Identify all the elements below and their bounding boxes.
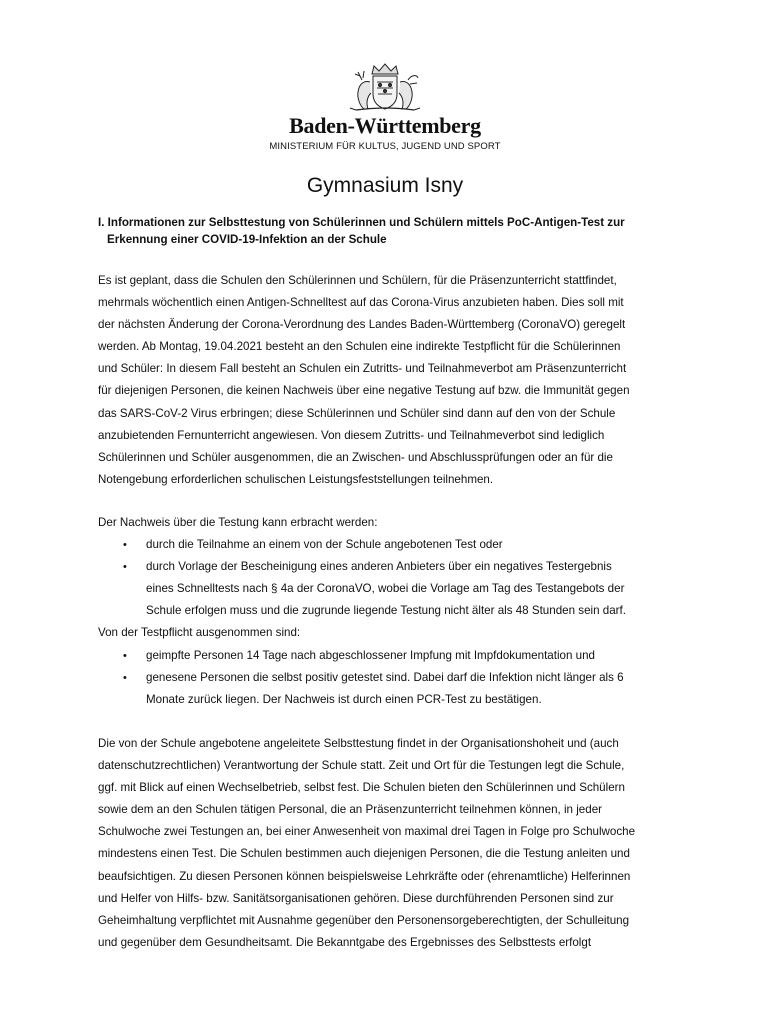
state-name: Baden-Württemberg <box>289 113 481 138</box>
paragraph-self-testing <box>98 733 694 954</box>
list-item <box>98 534 694 556</box>
exemptions-intro: Von der Testpflicht ausgenommen sind: <box>98 626 301 640</box>
text-line: beaufsichtigen. Zu diesen Personen können beispielsweise Lehrkräfte oder (ehrenamtliche) Helferinnen <box>98 869 631 883</box>
text-line: Die von der Schule angebotene angeleitete Selbsttestung findet in der Organisationshoheit und (auch <box>98 737 619 750</box>
text-line: anzubietenden Fernunterricht angewiesen. Von diesem Zutritts- und Teilnahmeverbot sind lediglich <box>98 428 605 442</box>
text-line: mehrmals wöchentlich einen Antigen-Schnelltest auf das Corona-Virus anzubieten haben. Dies soll mit <box>98 296 624 310</box>
text-line: sowie dem an den Schulen tätigen Personal, die an Präsenzunterricht teilnehmen können, in jeder <box>98 803 602 817</box>
text-line: mindestens einen Test. Die Schulen bestimmen auch diejenigen Personen, die die Testung anleiten und <box>98 847 630 861</box>
proof-intro: Der Nachweis über die Testung kann erbracht werden: <box>98 516 378 529</box>
bullet-icon: • <box>123 671 127 684</box>
text-line: und Helfer von Hilfs- bzw. Sanitätsorganisationen gehören. Diese durchführenden Personen sind zur <box>98 891 614 905</box>
ministry-name: MINISTERIUM FÜR KULTUS, JUGEND UND SPORT <box>269 141 501 152</box>
text-line: und Schüler: In diesem Fall besteht an Schulen ein Zutritts- und Teilnahmeverbot am Präsenzunterricht <box>98 362 627 376</box>
list-item-text: Schule erfolgen muss und die zugrunde liegende Testung nicht älter als 48 Stunden sein darf. <box>146 604 626 618</box>
list-item-text: durch die Teilnahme an einem von der Schule angebotenen Test oder <box>146 538 503 552</box>
text-line: Es ist geplant, dass die Schulen den Schülerinnen und Schülern, für die Präsenzunterricht stattfindet, <box>98 274 617 287</box>
text-line: werden. Ab Montag, 19.04.2021 besteht an den Schulen eine indirekte Testpflicht für die Schülerinnen <box>98 340 621 354</box>
list-item-text: durch Vorlage der Bescheinigung eines anderen Anbieters über ein negatives Testergebnis <box>146 560 612 574</box>
list-item <box>98 645 694 667</box>
bullet-icon: • <box>123 561 127 574</box>
text-line: für diejenigen Personen, die keinen Nachweis über eine negative Testung auf bzw. die Immunität gegen <box>98 384 630 398</box>
heading-line-1: I. Informationen zur Selbsttestung von Schülerinnen und Schülern mittels PoC-Antigen-Test zur <box>98 216 625 229</box>
bullet-icon: • <box>123 539 127 552</box>
section-heading <box>98 214 698 248</box>
list-item <box>98 667 694 711</box>
coat-of-arms-logo <box>334 62 436 112</box>
school-title: Gymnasium Isny <box>306 174 464 197</box>
text-line: datenschutzrechtlichen) Verantwortung der Schule statt. Zeit und Ort für die Testungen legt die Schule, <box>98 759 625 773</box>
list-item-text: genesene Personen die selbst positiv getestet sind. Dabei darf die Infektion nicht länger als 6 <box>146 670 624 684</box>
bullet-icon: • <box>123 649 127 662</box>
list-item-text: eines Schnelltests nach § 4a der CoronaVO, wobei die Vorlage am Tag des Testangebots der <box>146 582 625 596</box>
text-line: Notengebung erforderlichen schulischen Leistungsfeststellungen teilnehmen. <box>98 472 494 486</box>
proof-and-exemptions <box>98 512 694 711</box>
list-item-text: geimpfte Personen 14 Tage nach abgeschlossener Impfung mit Impfdokumentation und <box>146 648 596 662</box>
text-line: Schulwoche zwei Testungen an, bei einer Anwesenheit von maximal drei Tagen in Folge pro Schulwoche <box>98 825 636 839</box>
text-line: der nächsten Änderung der Corona-Verordnung des Landes Baden-Württemberg (CoronaVO) geregelt <box>98 318 626 332</box>
text-line: das SARS-CoV-2 Virus erbringen; diese Schülerinnen und Schüler sind dann auf den von der Schule <box>98 406 616 420</box>
text-line: und gegenüber dem Gesundheitsamt. Die Bekanntgabe des Ergebnisses des Selbsttests erfolgt <box>98 935 592 949</box>
list-item <box>98 556 694 622</box>
text-line: ggf. mit Blick auf einen Wechselbetrieb, selbst fest. Die Schulen bieten den Schülerinnen und Schülern <box>98 781 625 795</box>
paragraph-test-obligation <box>98 270 694 491</box>
heading-line-2: Erkennung einer COVID-19-Infektion an der Schule <box>107 233 387 246</box>
text-line: Geheimhaltung verpflichtet mit Ausnahme gegenüber den Personensorgeberechtigten, der Schulleitung <box>98 913 630 927</box>
text-line: Schülerinnen und Schüler ausgenommen, die an Zwischen- und Abschlussprüfungen oder an für die <box>98 450 613 464</box>
list-item-text: Monate zurück liegen. Der Nachweis ist durch einen PCR-Test zu bestätigen. <box>146 692 542 706</box>
